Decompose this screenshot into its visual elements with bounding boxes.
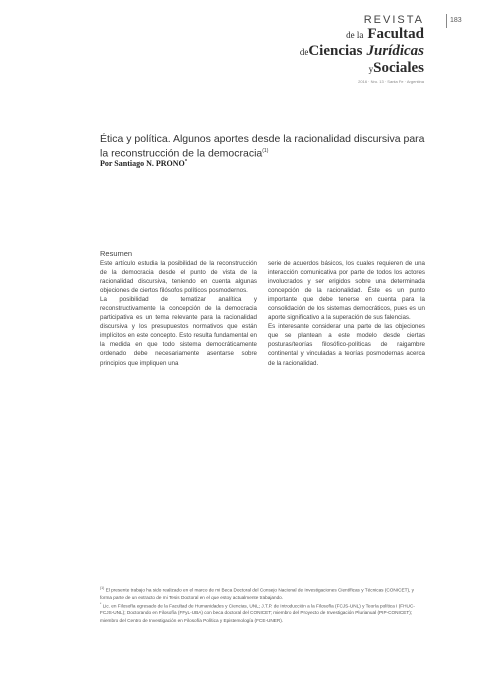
journal-masthead [254, 14, 424, 85]
masthead-ciencias: Ciencias [308, 43, 363, 59]
page-number: 183 [450, 17, 462, 24]
masthead-facultad: Facultad [367, 26, 424, 42]
masthead-revista: REVISTA [363, 14, 424, 26]
abstract-paragraph: Este artículo estudia la posibilidad de la reconstrucción de la democracia desde el punto de vista de la racionalidad discursiva, teniendo en cuenta algunas objeciones de ciertos filósofos políticos posmodernos. [100, 260, 257, 295]
page-number-divider [446, 14, 447, 28]
title-footnote-marker: (1) [262, 148, 269, 154]
abstract-paragraph: La posibilidad de tematizar analítica y reconstructivamente la concepción de la democracia participativa es un tema relevante para la racionalidad discursiva y los presupuestos normativos que están implícitos en este concepto. Esto resulta fundamental en la medida en que todo sistema democráticamente ordenado debe necesariamente asentarse sobre principios que impliquen una [100, 296, 257, 367]
footnote-1-marker: (1) [100, 586, 105, 590]
masthead-y: y [368, 64, 374, 74]
masthead-de-la: de la [346, 30, 364, 40]
masthead-line-ciencias [254, 43, 424, 60]
masthead-issue: 2016 · Nro. 13 · Santa Fe · Argentina [358, 79, 424, 84]
masthead-de: de [299, 47, 309, 57]
author-footnote-marker: * [184, 159, 188, 165]
abstract-column-left [100, 259, 257, 368]
masthead-juridicas: Jurídicas [366, 43, 424, 59]
abstract-heading: Resumen [100, 249, 133, 258]
footnote-2-text: Lic. en Filosofía egresado de la Facultad de Humanidades y Ciencias, UNL; J.T.P. de Introducción a la Filosofía (FCJS-UNL) y Teoría política I (FHUC-FCJS-UNL); Doctorando en Filosofía (FFyL-UBA) con beca doctoral del CONICET; miembro del Proyecto de Investigación Plurianual (PIP-CONICET); miembro del Centro de Investigación en Filosofía Política y Epistemología (FCE-UNER). [100, 603, 415, 623]
article-title-text: Ética y política. Algunos aportes desde la racionalidad discursiva para la reconstrucción de la democracia [100, 133, 425, 160]
footnote-2-marker: * [100, 601, 102, 606]
footnote-1-text: El presente trabajo ha sido realizado en el marco de mi Beca Doctoral del Consejo Nacional de Investigaciones Científicas y Técnicas (CONICET), y forma parte de un extracto de mi Tesis Doctoral en el que estoy actualmente trabajando. [100, 587, 414, 600]
article-title [100, 133, 430, 160]
abstract-paragraph: Es interesante considerar una parte de las objeciones que se plantean a este modelo desde ciertas posturas/teorías filosófico-políticas de raigambre continental y vinculadas a teorías posmodernas acerca de la racionalidad. [268, 323, 425, 367]
abstract-paragraph: serie de acuerdos básicos, los cuales requieren de una interacción comunicativa por parte de todos los actores involucrados y ser erigidos sobre una determinada concepción de la racionalidad. Éste es un punto importante que debe tenerse en cuenta para la consolidación de los sistemas democráticos, pues es un aporte significativo a la superación de sus falencias. [268, 260, 425, 322]
author-name: Por Santiago N. PRONO [100, 159, 185, 168]
footnote-2 [100, 601, 425, 624]
masthead-line-facultad [254, 26, 424, 43]
abstract-column-right [268, 259, 425, 368]
masthead-sociales: Sociales [373, 60, 424, 76]
masthead-line-sociales [254, 60, 424, 77]
footnotes [100, 585, 425, 624]
footnote-1 [100, 585, 425, 601]
article-author [100, 159, 400, 168]
